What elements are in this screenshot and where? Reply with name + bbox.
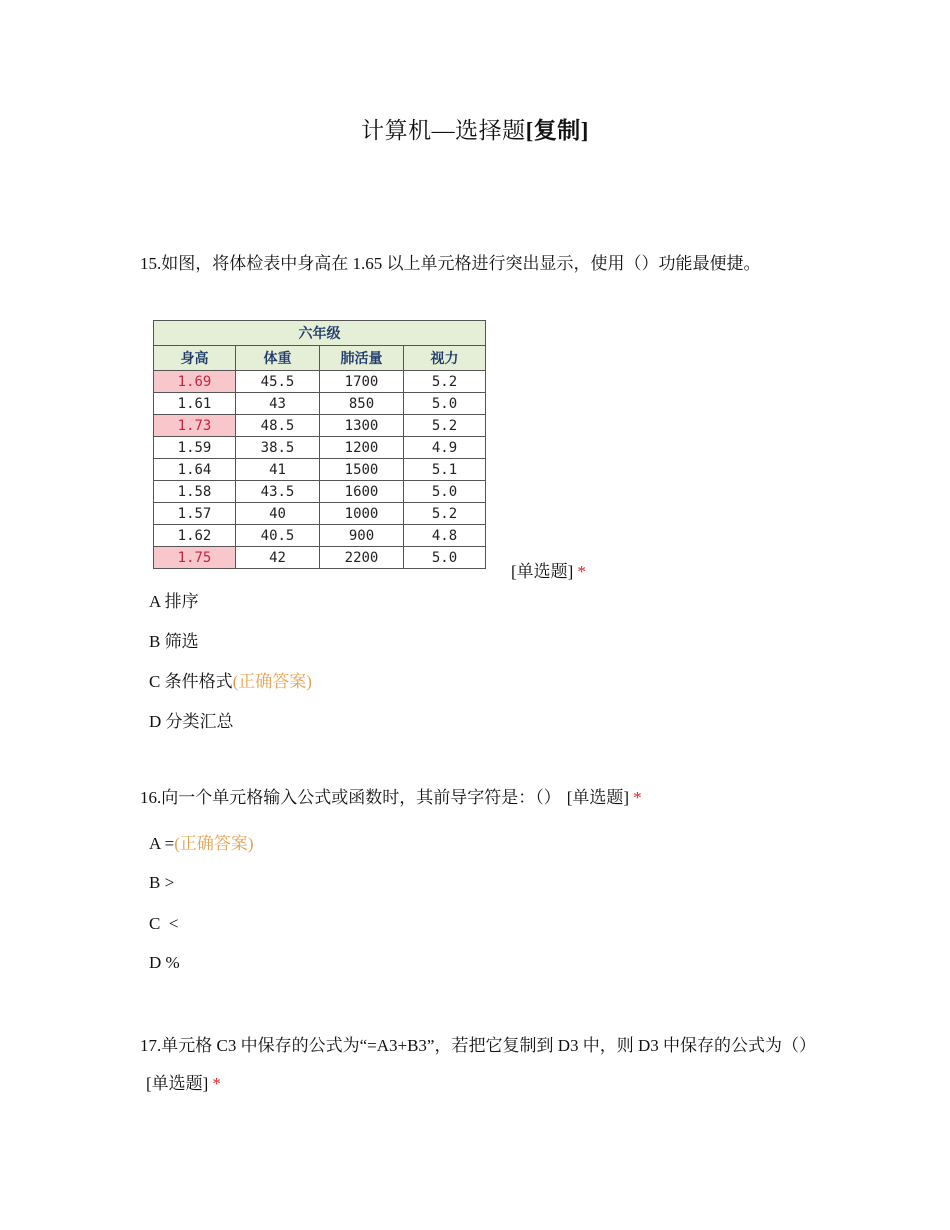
figure-cell: 5.0: [404, 481, 486, 503]
figure-cell: 850: [320, 393, 404, 415]
figure-cell: 1.64: [154, 459, 236, 481]
figure-cell: 900: [320, 525, 404, 547]
q16-option-a[interactable]: [149, 833, 254, 855]
figure-cell: 5.0: [404, 393, 486, 415]
question-15-type: [511, 557, 586, 582]
question-15-text: 15.如图，将体检表中身高在 1.65 以上单元格进行突出显示，使用（）功能最便捷。: [140, 254, 761, 273]
figure-row: [154, 393, 486, 415]
figure-cell: 1700: [320, 371, 404, 393]
required-star: *: [633, 788, 642, 807]
option-letter: D: [149, 712, 162, 731]
page-title: [0, 112, 950, 145]
option-text: 排序: [164, 592, 199, 611]
question-17: [140, 1027, 817, 1103]
figure-cell: 1.73: [154, 415, 236, 437]
figure-row: [154, 415, 486, 437]
q15-option-c[interactable]: [149, 671, 312, 693]
figure-cell: 5.2: [404, 371, 486, 393]
figure-header: 视力: [404, 346, 486, 371]
figure-cell: 1000: [320, 503, 404, 525]
q15-option-a[interactable]: [149, 591, 199, 613]
figure-cell: 1.75: [154, 547, 236, 569]
figure-cell: 48.5: [236, 415, 320, 437]
option-letter: C: [149, 914, 161, 933]
question-17-text: 17.单元格 C3 中保存的公式为“=A3+B3”，若把它复制到 D3 中，则 D3 中保存的公式为（）: [140, 1036, 817, 1055]
figure-cell: 5.2: [404, 415, 486, 437]
question-15: [140, 251, 810, 277]
option-letter: A: [149, 592, 161, 611]
option-text: 分类汇总: [165, 712, 234, 731]
figure-row: [154, 503, 486, 525]
figure-header: 身高: [154, 346, 236, 371]
option-letter: B: [149, 632, 161, 651]
correct-answer-mark: (正确答案): [174, 834, 254, 853]
option-text: >: [164, 873, 175, 892]
figure-cell: 1.61: [154, 393, 236, 415]
option-text: 条件格式: [164, 672, 233, 691]
figure-body: [154, 371, 486, 569]
required-star: *: [577, 562, 586, 581]
question-type-label: [单选题]: [146, 1074, 209, 1093]
option-text: =: [164, 834, 175, 853]
title-main: 计算机—选择题: [361, 118, 526, 143]
figure-row: [154, 437, 486, 459]
q16-option-b[interactable]: [149, 872, 174, 894]
q15-option-d[interactable]: [149, 711, 234, 733]
figure-cell: 38.5: [236, 437, 320, 459]
option-letter: A: [149, 834, 161, 853]
figure-cell: 5.2: [404, 503, 486, 525]
figure-cell: 41: [236, 459, 320, 481]
option-letter: C: [149, 672, 161, 691]
figure-cell: 4.9: [404, 437, 486, 459]
figure-cell: 40.5: [236, 525, 320, 547]
figure-cell: 1200: [320, 437, 404, 459]
option-text: %: [165, 953, 180, 972]
question-type-label: [单选题]: [566, 788, 630, 807]
figure-cell: 1500: [320, 459, 404, 481]
figure-cell: 1.62: [154, 525, 236, 547]
option-text: <: [168, 914, 179, 933]
figure-header: 肺活量: [320, 346, 404, 371]
figure-header: 体重: [236, 346, 320, 371]
question-type-label: [单选题]: [511, 562, 574, 581]
correct-answer-mark: (正确答案): [232, 672, 312, 691]
q16-option-c[interactable]: [149, 913, 178, 935]
figure-cell: 5.0: [404, 547, 486, 569]
figure-cell: 2200: [320, 547, 404, 569]
figure-cell: 1.59: [154, 437, 236, 459]
option-letter: D: [149, 953, 162, 972]
figure-cell: 1.58: [154, 481, 236, 503]
figure-title: 六年级: [154, 321, 486, 346]
question-16-text: 16.向一个单元格输入公式或函数时，其前导字符是：（）: [140, 788, 561, 807]
question-16: [140, 785, 810, 811]
figure-cell: 42: [236, 547, 320, 569]
figure-row: [154, 371, 486, 393]
figure-cell: 43.5: [236, 481, 320, 503]
figure-cell: 40: [236, 503, 320, 525]
figure-cell: 5.1: [404, 459, 486, 481]
q16-option-d[interactable]: [149, 952, 180, 974]
figure-cell: 43: [236, 393, 320, 415]
figure-row: [154, 481, 486, 503]
required-star: *: [212, 1074, 221, 1093]
option-letter: B: [149, 873, 161, 892]
figure-cell: 1.69: [154, 371, 236, 393]
figure-row: [154, 525, 486, 547]
figure-cell: 1300: [320, 415, 404, 437]
figure-cell: 45.5: [236, 371, 320, 393]
figure-table: [153, 320, 486, 569]
figure-cell: 4.8: [404, 525, 486, 547]
title-bracket: [复制]: [525, 118, 589, 143]
q15-option-b[interactable]: [149, 631, 199, 653]
figure-row: [154, 459, 486, 481]
figure-cell: 1600: [320, 481, 404, 503]
figure-row: [154, 547, 486, 569]
figure-cell: 1.57: [154, 503, 236, 525]
option-text: 筛选: [164, 632, 199, 651]
